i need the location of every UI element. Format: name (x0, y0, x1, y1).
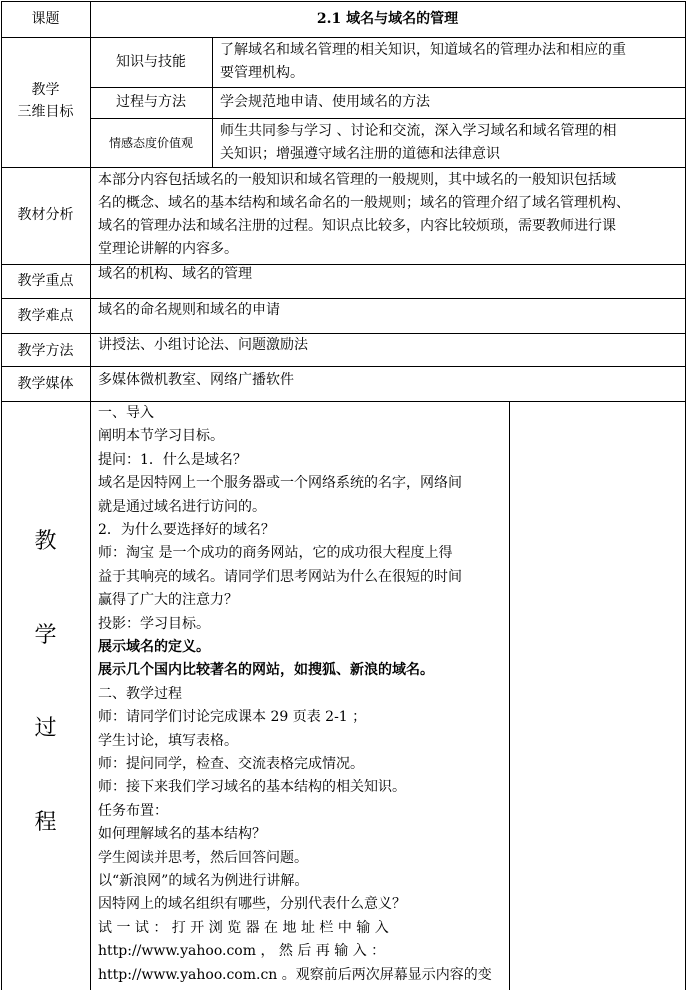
goal-text-line: 师生共同参与学习 、讨论和交流，深入学习域名和域名管理的相 (220, 123, 617, 139)
media-text: 多媒体微机教室、网络广播软件 (98, 372, 294, 388)
grid-line (685, 1, 686, 990)
process-line: 二、教学过程 (98, 685, 182, 702)
process-line: 一、导入 (98, 405, 154, 421)
goal-text-line: 关知识；增强遵守域名注册的道德和法律意识 (220, 146, 500, 162)
process-label-char: 程 (34, 810, 57, 835)
process-line: 如何理解域名的基本结构？ (98, 826, 266, 843)
process-line: 师：接下来我们学习域名的基本结构的相关知识。 (98, 779, 406, 796)
analysis-label: 教材分析 (17, 207, 74, 223)
process-label-char: 学 (34, 623, 57, 648)
difficulties-text: 域名的命名规则和域名的申请 (98, 302, 280, 318)
analysis-line: 堂理论讲解的内容多。 (98, 241, 238, 257)
process-line: 以“新浪网”的域名为例进行讲解。 (98, 873, 309, 889)
key-points-text: 域名的机构、域名的管理 (98, 266, 252, 282)
process-line: 师：请同学们讨论完成课本 29 页表 2-1 ； (98, 709, 367, 726)
process-line: 赢得了广大的注意力？ (98, 592, 238, 609)
goal-label-knowledge: 知识与技能 (116, 54, 186, 70)
process-line: 师：淘宝 是一个成功的商务网站，它的成功很大程度上得 (98, 545, 453, 562)
process-line: http://www.yahoo.com ， 然 后 再 输 入 ： (98, 943, 386, 960)
goal-text-line: 学会规范地申请、使用域名的方法 (220, 94, 430, 110)
grid-line (509, 401, 510, 990)
grid-line (1, 1, 685, 2)
goals-label-line1: 教学 (31, 82, 60, 98)
process-label-char: 教 (34, 529, 57, 554)
difficulties-label: 教学难点 (17, 308, 74, 324)
grid-line (90, 87, 685, 88)
methods-text: 讲授法、小组讨论法、问题激励法 (98, 337, 308, 353)
key-points-label: 教学重点 (17, 273, 74, 289)
goal-label-attitude: 情感态度价值观 (108, 136, 193, 150)
process-line: 益于其响亮的域名。请同学们思考网站为什么在很短的时间 (98, 568, 462, 585)
process-line: 展示几个国内比较著名的网站，如搜狐、新浪的域名。 (98, 662, 434, 679)
analysis-line: 名的概念、域名的基本结构和域名命名的一般规则；域名的管理介绍了域名管理机构、 (98, 195, 630, 211)
process-line: 试 一 试 ： 打 开 浏 览 器 在 地 址 栏 中 输 入 (98, 919, 389, 936)
media-label: 教学媒体 (17, 376, 74, 392)
process-line: 展示域名的定义。 (98, 639, 210, 655)
process-line: 阐明本节学习目标。 (98, 428, 224, 445)
process-line: 学生讨论，填写表格。 (98, 732, 238, 749)
goal-label-process: 过程与方法 (116, 94, 186, 110)
grid-line (1, 366, 685, 367)
process-line: 提问：1．什么是域名？ (98, 451, 247, 468)
process-line: http://www.yahoo.com.cn 。观察前后两次屏幕显示内容的变 (98, 966, 492, 983)
process-line: 师：提问同学，检查、交流表格完成情况。 (98, 756, 364, 772)
process-line: 学生阅读并思考，然后回答问题。 (98, 849, 308, 866)
process-line: 2．为什么要选择好的域名？ (98, 522, 275, 538)
grid-line (1, 1, 2, 990)
analysis-line: 域名的管理办法和域名注册的过程。知识点比较多，内容比较烦琐，需要教师进行课 (98, 218, 616, 234)
subject-label: 课题 (31, 11, 60, 27)
process-line: 域名是因特网上一个服务器或一个网络系统的名字，网络间 (98, 475, 462, 492)
goals-label-line2: 三维目标 (17, 104, 74, 120)
analysis-line: 本部分内容包括域名的一般知识和域名管理的一般规则，其中域名的一般知识包括域 (98, 172, 616, 188)
grid-line (212, 37, 213, 167)
process-line: 就是通过域名进行访问的。 (98, 498, 266, 515)
process-label-char: 过 (34, 716, 57, 741)
process-line: 投影：学习目标。 (98, 615, 210, 632)
goal-text-line: 要管理机构。 (220, 65, 304, 81)
methods-label: 教学方法 (17, 343, 74, 359)
goal-text-line: 了解域名和域名管理的相关知识，知道域名的管理办法和相应的重 (220, 42, 626, 58)
lesson-title: 2.1 域名与域名的管理 (316, 11, 459, 27)
process-line: 因特网上的域名组织有哪些，分别代表什么意义？ (98, 896, 406, 913)
process-line: 任务布置： (98, 802, 168, 819)
